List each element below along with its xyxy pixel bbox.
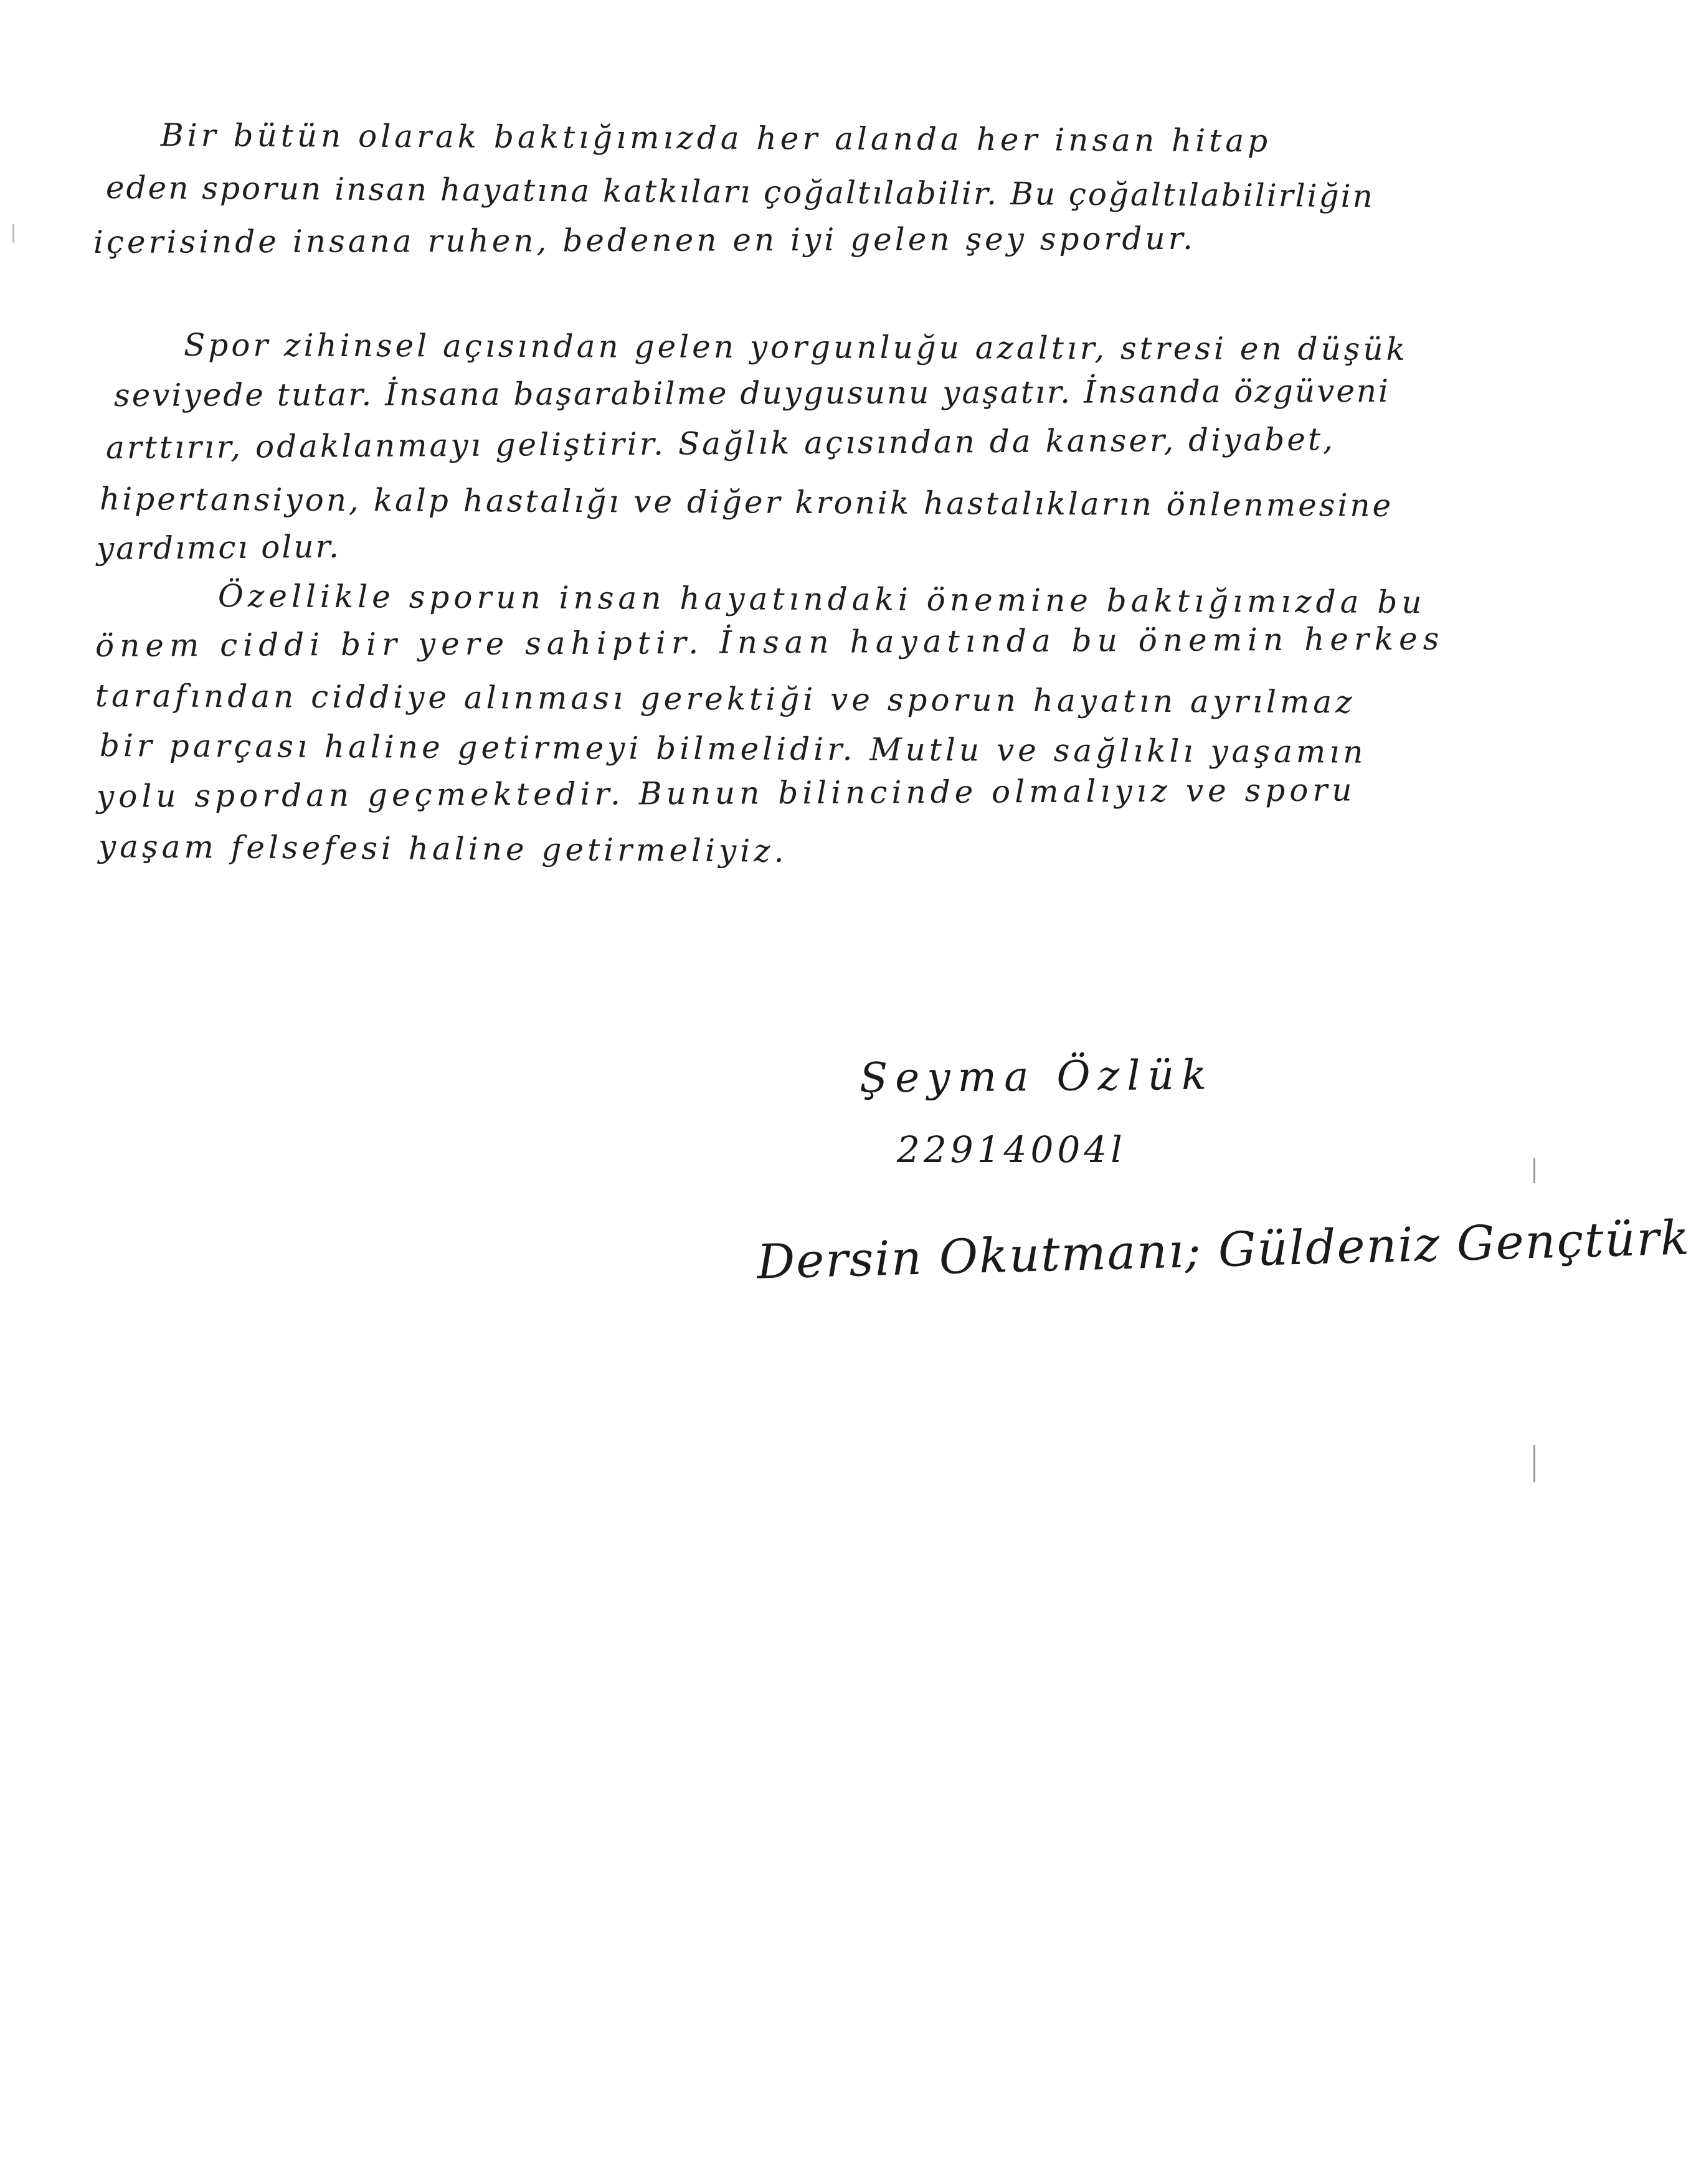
scan-edge-mark <box>1533 1158 1535 1183</box>
paragraph-3-line-5: yolu spordan geçmektedir. Bunun bilincinde olmalıyız ve sporu <box>96 772 1357 815</box>
paragraph-3-line-1: Özellikle sporun insan hayatındaki önemine baktığımızda bu <box>217 578 1426 621</box>
instructor-line: Dersin Okutmanı; Güldeniz Gençtürk <box>756 1209 1691 1290</box>
student-number: 22914004l <box>897 1128 1126 1171</box>
paragraph-2-line-2: seviyede tutar. İnsana başarabilme duygusunu yaşatır. İnsanda özgüveni <box>113 372 1391 414</box>
paragraph-3-line-6: yaşam felsefesi haline getirmeliyiz. <box>98 828 788 869</box>
paragraph-2-line-5: yardımcı olur. <box>96 528 341 567</box>
paragraph-3-line-2: önem ciddi bir yere sahiptir. İnsan hayatında bu önemin herkes <box>95 620 1445 664</box>
paragraph-2-line-3: arttırır, odaklanmayı geliştirir. Sağlık açısından da kanser, diyabet, <box>105 421 1336 466</box>
paragraph-1-line-3: içerisinde insana ruhen, bedenen en iyi gelen şey spordur. <box>93 220 1196 260</box>
paragraph-3-line-4: bir parçası haline getirmeyi bilmelidir. Mutlu ve sağlıklı yaşamın <box>99 727 1367 770</box>
scan-edge-mark <box>1533 1445 1535 1482</box>
paragraph-2-line-1: Spor zihinsel açısından gelen yorgunluğu azaltır, stresi en düşük <box>183 327 1408 367</box>
signature-name: Şeyma Özlük <box>859 1051 1215 1102</box>
paragraph-3-line-3: tarafından ciddiye alınması gerektiği ve sporun hayatın ayrılmaz <box>95 678 1356 721</box>
scan-edge-mark <box>12 224 14 243</box>
paragraph-1-line-1: Bir bütün olarak baktığımızda her alanda her insan hitap <box>160 117 1272 159</box>
paragraph-1-line-2: eden sporun insan hayatına katkıları çoğaltılabilir. Bu çoğaltılabilirliğin <box>105 169 1375 215</box>
paragraph-2-line-4: hipertansiyon, kalp hastalığı ve diğer kronik hastalıkların önlenmesine <box>99 481 1394 524</box>
